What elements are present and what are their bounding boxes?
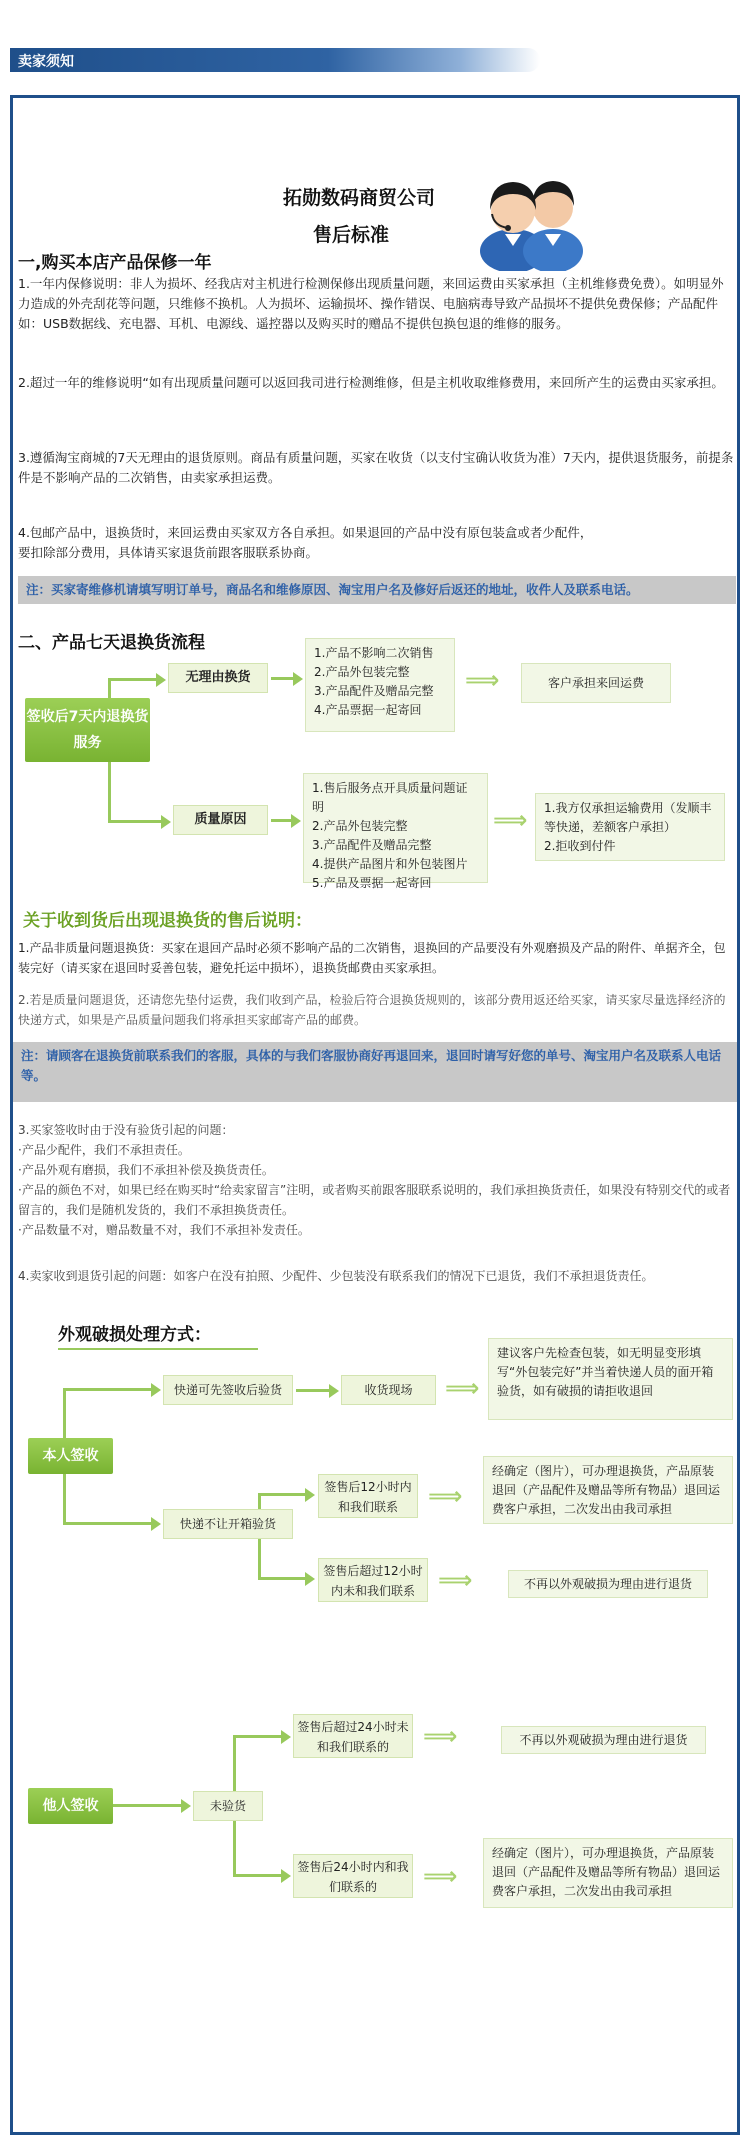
sec3-note: 注：请顾客在退换货前联系我们的客服，具体的与我们客服协商好再退回来，退回时请写好您的单号、淘宝用户名及联系人电话等。	[13, 1042, 737, 1102]
arrow-icon: ⟹	[423, 1862, 458, 1890]
condition-item: 4.提供产品图片和外包装图片	[312, 857, 468, 871]
arrow-icon	[156, 673, 166, 687]
condition-item: 5.产品及票据一起寄回	[312, 876, 432, 890]
sec3-para4: 4.卖家收到退货引起的问题：如客户在没有拍照、少配件、少包装没有联系我们的情况下已退货，我们不承担退货责任。	[18, 1269, 654, 1283]
connector	[296, 1389, 331, 1392]
sec1-para1: 1.一年内保修说明：非人为损坏、经我店对主机进行检测保修出现质量问题，来回运费由买家承担（主机维修费免费）。如明显外力造成的外壳刮花等问题，只维修不换机。人为损坏、运输损坏、操作错误、电脑病毒导致产品损坏不提供免费保修；产品配件如：USB数据线、充电器、耳机、电源线、遥控器以及购买时的赠品不提供包换包退的维修的服务。	[18, 276, 724, 331]
connector	[108, 678, 111, 698]
condition-item: 1.售后服务点开具质量问题证明	[312, 781, 468, 814]
condition-item: 1.产品不影响二次销售	[314, 646, 434, 660]
connector	[108, 820, 163, 823]
connector	[258, 1577, 308, 1580]
arrow-icon: ⟹	[445, 1374, 480, 1402]
title-underline	[58, 1348, 258, 1350]
sec3-para1: 1.产品非质量问题退换货：买家在退回产品时必须不影响产品的二次销售，退换回的产品要没有外观磨损及产品的附件、单据齐全，包装完好（请买家在退回时妥善包装，避免托运中损坏），退换货邮费由买家承担。	[18, 941, 726, 975]
flow-branch2-result	[535, 793, 725, 861]
section4-title: 外观破损处理方式：	[58, 1325, 211, 1345]
arrow-icon	[151, 1517, 161, 1531]
other-sign-over-24h: 签售后超过24小时未和我们联系的	[293, 1714, 413, 1758]
list-item: ·产品外观有磨损，我们不承担补偿及换货责任。	[18, 1163, 274, 1177]
condition-item: 3.产品配件及赠品完整	[314, 684, 434, 698]
sec3-para2: 2.若是质量问题退货，还请您先垫付运费，我们收到产品，检验后符合退换货规则的，该部分费用返还给买家，请买家尽量选择经济的快递方式，如果是产品质量问题我们将承担买家邮寄产品的邮费。	[18, 993, 726, 1027]
connector	[63, 1522, 153, 1525]
connector	[233, 1735, 283, 1738]
arrow-icon: ⟹	[465, 666, 500, 694]
connector	[63, 1388, 153, 1391]
other-sign-over-24h-result: 不再以外观破损为理由进行退货	[501, 1726, 706, 1754]
sec1-para4b: 要扣除部分费用，具体请买家退货前跟客服联系协商。	[18, 545, 319, 560]
flow-start-box: 签收后7天内退换货服务	[25, 698, 150, 762]
list-item: ·产品少配件，我们不承担责任。	[18, 1143, 190, 1157]
self-sign-no-inspect: 快递不让开箱验货	[163, 1509, 293, 1539]
other-sign-within-24h: 签售后24小时内和我们联系的	[293, 1854, 413, 1898]
flow-branch-no-reason: 无理由换货	[168, 663, 268, 693]
other-sign-box: 他人签收	[28, 1788, 113, 1824]
self-sign-box: 本人签收	[28, 1438, 113, 1474]
connector	[258, 1539, 261, 1579]
sec1-para3: 3.遵循淘宝商城的7天无理由的退货原则。商品有质量问题，买家在收货（以支付宝确认收货为准）7天内，提供退货服务，前提条件是不影响产品的二次销售，由卖家承担运费。	[18, 450, 734, 485]
connector	[233, 1874, 283, 1877]
company-name: 拓勋数码商贸公司	[283, 187, 436, 209]
connector	[63, 1474, 66, 1524]
arrow-icon: ⟹	[423, 1722, 458, 1750]
connector	[108, 762, 111, 822]
arrow-icon	[329, 1384, 339, 1398]
company-subtitle: 售后标准	[313, 224, 390, 246]
arrow-icon	[305, 1488, 315, 1502]
condition-item: 2.产品外包装完整	[314, 665, 410, 679]
arrow-icon	[281, 1869, 291, 1883]
content-frame	[10, 95, 740, 2135]
condition-item: 4.产品票据一起寄回	[314, 703, 422, 717]
customer-service-icon	[478, 156, 588, 271]
self-sign-within-12h-result: 经确定（图片），可办理退换货，产品原装退回（产品配件及赠品等所有物品）退回运费客户承担，二次发出由我司承担	[483, 1456, 733, 1524]
sec1-para4a: 4.包邮产品中，退换货时，来回运费由买家双方各自承担。如果退回的产品中没有原包装盒或者少配件，	[18, 525, 593, 540]
receiving-site: 收货现场	[341, 1375, 436, 1405]
arrow-icon	[293, 672, 303, 686]
flow-branch1-conditions	[305, 638, 455, 732]
self-sign-within-12h: 签售后12小时内和我们联系	[318, 1474, 418, 1518]
section3-title: 关于收到货后出现退换货的售后说明：	[23, 911, 312, 931]
arrow-icon	[161, 815, 171, 829]
other-sign-within-24h-result: 经确定（图片），可办理退换货，产品原装退回（产品配件及赠品等所有物品）退回运费客户承担，二次发出由我司承担	[483, 1838, 733, 1908]
flow-branch-quality: 质量原因	[173, 805, 268, 835]
arrow-icon	[151, 1383, 161, 1397]
list-item: ·产品的颜色不对，如果已经在购买时“给卖家留言”注明，或者购买前跟客服联系说明的，我们承担换货责任，如果没有特别交代的或者留言的，我们是随机发货的，我们不承担换货责任。	[18, 1183, 731, 1217]
arrow-icon: ⟹	[493, 806, 528, 834]
section-header-label: 卖家须知	[18, 54, 74, 70]
sec1-para2: 2.超过一年的维修说明“如有出现质量问题可以返回我司进行检测维修，但是主机收取维修费用，来回所产生的运费由买家承担。	[18, 375, 724, 390]
arrow-icon	[305, 1572, 315, 1586]
arrow-icon	[281, 1730, 291, 1744]
self-sign-over-12h-result: 不再以外观破损为理由进行退货	[508, 1570, 708, 1598]
self-sign-inspect-result: 建议客户先检查包装，如无明显变形填写“外包装完好”并当着快递人员的面开箱验货，如有破损的请拒收退回	[488, 1338, 733, 1420]
connector	[233, 1821, 236, 1876]
arrow-icon: ⟹	[428, 1482, 463, 1510]
connector	[258, 1493, 308, 1496]
sec3-para3: 3.买家签收时由于没有验货引起的问题：	[18, 1123, 234, 1137]
other-sign-no-inspect: 未验货	[193, 1791, 263, 1821]
condition-item: 3.产品配件及赠品完整	[312, 838, 432, 852]
self-sign-inspect-later: 快递可先签收后验货	[163, 1375, 293, 1405]
sec1-note: 注：买家寄维修机请填写明订单号，商品名和维修原因、淘宝用户名及修好后返还的地址，收件人及联系电话。	[18, 576, 736, 604]
connector	[63, 1388, 66, 1438]
connector	[271, 819, 293, 822]
self-sign-over-12h: 签售后超过12小时内未和我们联系	[318, 1558, 428, 1602]
connector	[233, 1735, 236, 1791]
arrow-icon: ⟹	[438, 1566, 473, 1594]
condition-item: 2.产品外包装完整	[312, 819, 408, 833]
list-item: ·产品数量不对，赠品数量不对，我们不承担补发责任。	[18, 1223, 310, 1237]
connector	[113, 1804, 183, 1807]
flow-branch1-result: 客户承担来回运费	[521, 663, 671, 703]
sec3-para3-items	[18, 1140, 736, 1240]
section-header-bar	[10, 48, 540, 72]
section1-title: 一,购买本店产品保修一年	[18, 253, 212, 273]
result-item: 1.我方仅承担运输费用（发顺丰等快递，差额客户承担）	[544, 801, 712, 834]
arrow-icon	[181, 1799, 191, 1813]
arrow-icon	[291, 814, 301, 828]
section2-title: 二、产品七天退换货流程	[18, 633, 205, 653]
connector	[108, 678, 158, 681]
flow-branch2-conditions	[303, 773, 488, 890]
result-item: 2.拒收到付件	[544, 839, 616, 853]
